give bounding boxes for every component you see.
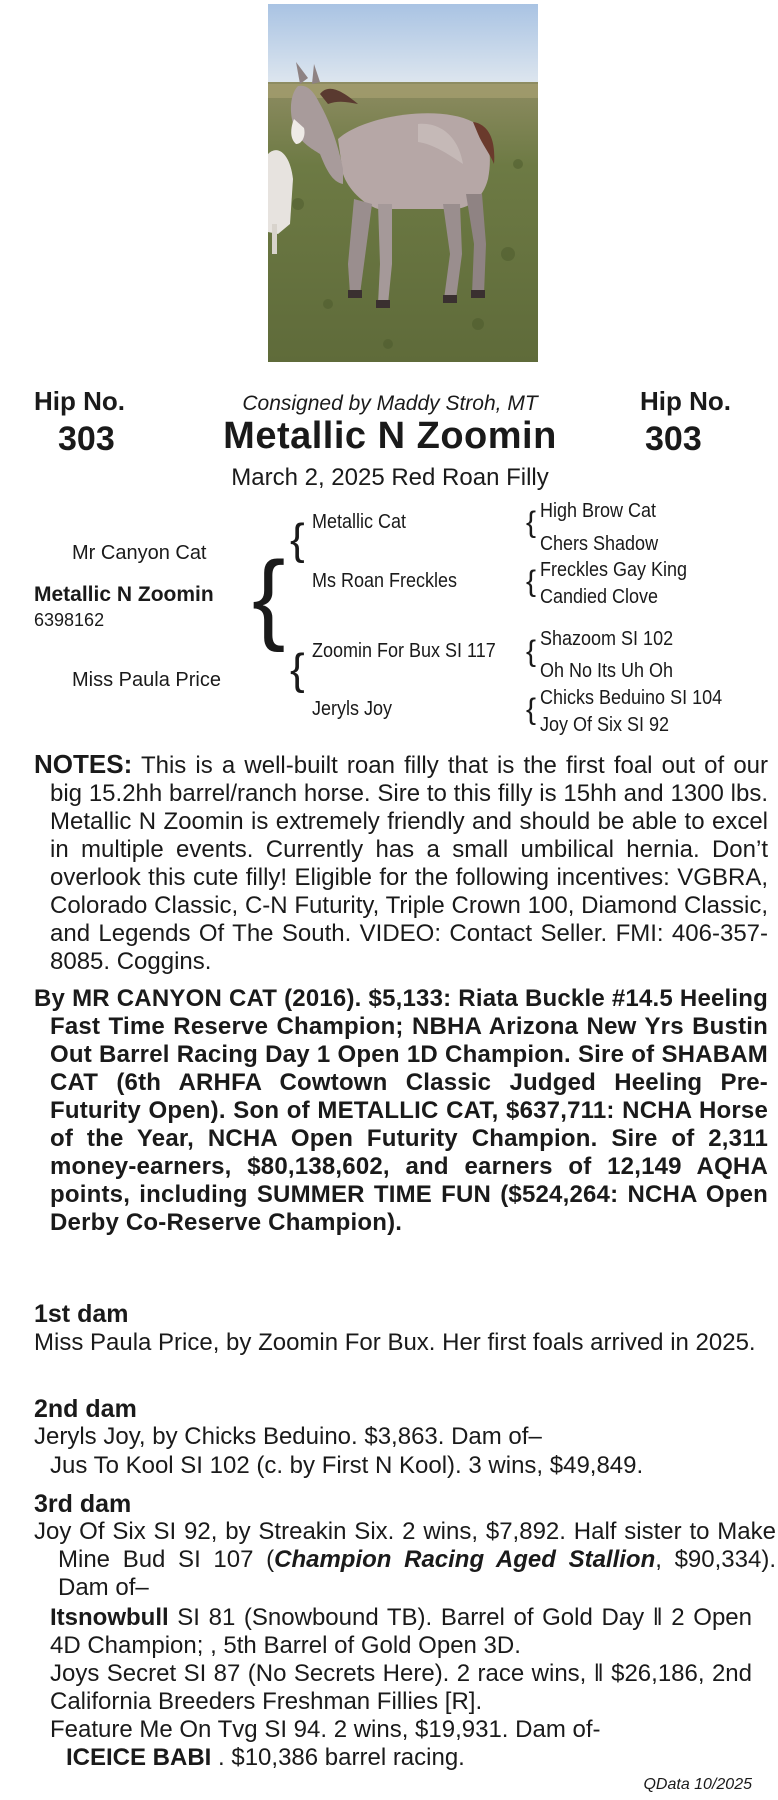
pedigree-sire: Mr Canyon Cat <box>72 542 207 564</box>
pedigree-sire-sire: Metallic Cat <box>312 511 407 533</box>
pedigree-gg-2: Chers Shadow <box>540 533 659 555</box>
hip-number-right: 303 <box>645 420 702 458</box>
pedigree-dam-sire: Zoomin For Bux SI 117 <box>312 640 496 662</box>
pedigree-brace-sire: { <box>290 515 305 564</box>
pedigree-brace-main: { <box>252 541 286 653</box>
third-dam-heading: 3rd dam <box>34 1490 132 1518</box>
third-dam-produce-1 <box>50 1604 752 1660</box>
horse-name: Metallic N Zoomin <box>223 415 557 457</box>
produce-3-sub-text: . $10,386 barrel racing. <box>211 1744 465 1771</box>
pedigree-gg-1: High Brow Cat <box>540 500 657 522</box>
second-dam-heading: 2nd dam <box>34 1395 137 1423</box>
third-dam-produce-3-sub <box>66 1744 752 1772</box>
pedigree-brace-gg2: { <box>526 565 537 598</box>
first-dam-text: Miss Paula Price, by Zoomin For Bux. Her first foals arrived in 2025. <box>34 1329 756 1356</box>
third-dam-produce-2: Joys Secret SI 87 (No Secrets Here). 2 race wins, ‖ $26,186, 2nd California Breeders Freshman Fillies [R]. <box>50 1660 752 1715</box>
pedigree-brace-dam: { <box>290 645 305 694</box>
third-dam-intro-text: Joy Of Six SI 92, by Streakin Six. 2 wins, $7,892. Half sister to Make Mine Bud SI 107 ( <box>34 1518 776 1573</box>
pedigree-dam-dam: Jeryls Joy <box>312 698 393 720</box>
second-dam-text: Jeryls Joy, by Chicks Beduino. $3,863. Dam of– <box>34 1423 542 1450</box>
consignor-line: Consigned by Maddy Stroh, MT <box>242 392 538 415</box>
pedigree-subject-name: Metallic N Zoomin <box>34 583 214 606</box>
third-dam-produce-3: Feature Me On Tvg SI 94. 2 wins, $19,931. Dam of- <box>50 1716 601 1743</box>
third-dam-intro-bold: Champion Racing Aged Stallion <box>274 1546 656 1573</box>
notes-paragraph <box>34 750 768 976</box>
pedigree-reg-number: 6398162 <box>34 610 105 630</box>
pedigree-gg-3: Freckles Gay King <box>540 559 688 581</box>
pedigree-gg-4: Candied Clove <box>540 586 659 608</box>
pedigree-dam: Miss Paula Price <box>72 669 221 691</box>
footer-source: QData 10/2025 <box>643 1776 752 1793</box>
pedigree-gg-6: Oh No Its Uh Oh <box>540 660 674 682</box>
produce-1-name: Itsnowbull <box>50 1604 169 1631</box>
pedigree-gg-8: Joy Of Six SI 92 <box>540 714 670 736</box>
pedigree-sire-dam: Ms Roan Freckles <box>312 570 458 592</box>
third-dam-intro-end: , $90,334). Dam of– <box>58 1546 776 1601</box>
horse-subtitle: March 2, 2025 Red Roan Filly <box>231 464 549 491</box>
pedigree-brace-gg4: { <box>526 693 537 726</box>
notes-text: This is a well-built roan filly that is the first foal out of our big 15.2hh barrel/ranch horse. Sire to this filly is 15hh and 1300 lbs. Metallic N Zoomin is extremely friendly and should be able to excel in multiple events. Currently has a small umbilical hernia. Don’t overlook this cute filly! Eligible for the following incentives: VGBRA, Colorado Classic, C-N Futurity, Triple Crown 100, Diamond Classic, and Legends Of The South. VIDEO: Contact Seller. FMI: 406-357-8085. Coggins. <box>50 752 769 975</box>
pedigree-brace-gg1: { <box>526 506 537 539</box>
third-dam-intro <box>34 1518 776 1602</box>
pedigree-brace-gg3: { <box>526 635 537 668</box>
pedigree-gg-7: Chicks Beduino SI 104 <box>540 687 723 709</box>
produce-3-sub-name: ICEICE BABI <box>66 1744 212 1771</box>
hip-number-left: 303 <box>58 420 115 458</box>
hip-label-left: Hip No. <box>34 386 125 416</box>
notes-label: NOTES: <box>34 749 133 779</box>
pedigree-gg-5: Shazoom SI 102 <box>540 628 674 650</box>
horse-photo-image <box>268 4 538 362</box>
hip-label-right: Hip No. <box>640 386 731 416</box>
produce-1-text: SI 81 (Snowbound TB). Barrel of Gold Day ‖ 2 Open 4D Champion; , 5th Barrel of Gold Open 3D. <box>50 1604 752 1659</box>
sire-paragraph: By MR CANYON CAT (2016). $5,133: Riata Buckle #14.5 Heeling Fast Time Reserve Champion; NBHA Arizona New Yrs Bustin Out Barrel Racing Day 1 Open 1D Champion. Sire of SHABAM CAT (6th ARHFA Cowtown Classic Judged Heeling Pre-Futurity Open). Son of METALLIC CAT, $637,711: NCHA Horse of the Year, NCHA Open Futurity Champion. Sire of 2,311 money-earners, $80,138,602, and earners of 12,149 AQHA points, including SUMMER TIME FUN ($524,264: NCHA Open Derby Co-Reserve Champion). <box>34 985 768 1236</box>
horse-photo <box>268 4 538 362</box>
second-dam-produce: Jus To Kool SI 102 (c. by First N Kool). 3 wins, $49,849. <box>50 1452 644 1479</box>
first-dam-heading: 1st dam <box>34 1300 129 1328</box>
